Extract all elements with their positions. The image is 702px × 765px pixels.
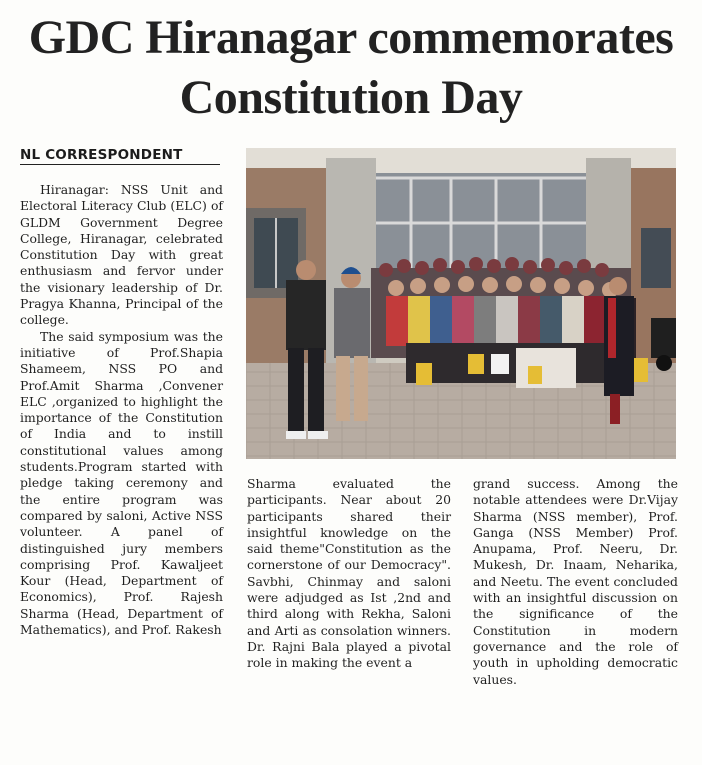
group-photo-illustration xyxy=(246,148,676,459)
headline xyxy=(0,8,702,128)
headline-line-2: Constitution Day xyxy=(179,71,523,124)
event-photo xyxy=(246,148,676,459)
byline: NL CORRESPONDENT xyxy=(20,147,220,165)
article-column-2 xyxy=(247,476,451,672)
article-column-1 xyxy=(20,182,223,638)
article-paragraph-2: The said symposium was the initiative of Prof.Shapia Shameem, NSS PO and Prof.Amit Sharma ,Convener ELC ,organized to highlight the importance of the Constitution of India and to instill constitutional values among students.Program started with pledge taking ceremony and the entire program was compared by saloni, Active NSS volunteer. A panel of distinguished jury members comprising Prof. Kawaljeet Kour (Head, Department of Economics), Prof. Rajesh Sharma (Head, Department of Mathematics), and Prof. Rakesh xyxy=(20,328,223,638)
headline-line-1: GDC Hiranagar commemorates xyxy=(28,11,674,64)
article-paragraph-1: Hiranagar: NSS Unit and Electoral Literacy Club (ELC) of GLDM Government Degree College, Hiranagar, celebrated Constitution Day with great enthusiasm and fervor under the visionary leadership of Dr. Pragya Khanna, Principal of the college. xyxy=(20,182,223,328)
article-paragraph-2-end: grand success. Among the notable attendees were Dr.Vijay Sharma (NSS member), Prof. Ganga (NSS Member) Prof. Anupama, Prof. Neeru, Dr. Mukesh, Dr. Inaam, Neharika, and Neetu. The event concluded with an insightful discussion on the significance of the Constitution in modern governance and the role of youth in upholding democratic values. xyxy=(473,476,678,687)
article-column-3 xyxy=(473,476,678,688)
article-paragraph-2-continued: Sharma evaluated the participants. Near about 20 participants shared their insightful knowledge on the said theme"Constitution as the cornerstone of our Democracy". Savbhi, Chinmay and saloni were adjudged as Ist ,2nd and third along with Rekha, Saloni and Arti as consolation winners. Dr. Rajni Bala played a pivotal role in making the event a xyxy=(247,476,451,671)
